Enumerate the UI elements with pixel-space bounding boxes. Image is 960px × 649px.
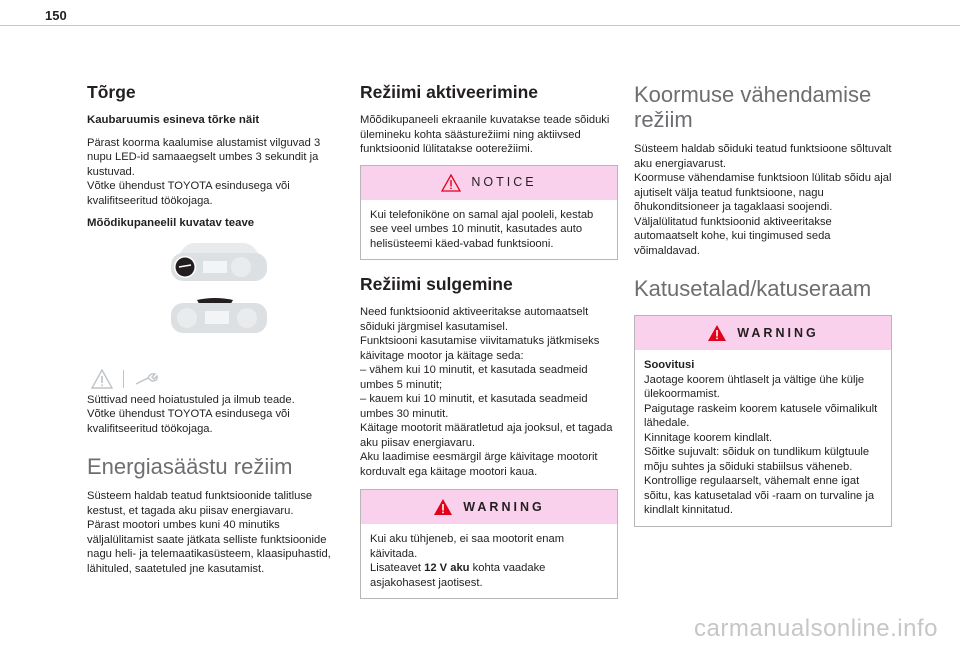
warning-text-roof: Jaotage koorem ühtlaselt ja vältige ühe külje ülekoormamist. Paigutage raskeim koorem katusele võimalikult lähedale. Kinnitage koorem kindlalt. Sõitke sujuvalt: sõiduk on tundlikum külgtuule mõju suhtes ja sõiduki stabiilsus väheneb. Kontrollige regulaarselt, vähemalt enne igat sõitu, kas katusetalad või -raam on turvaline ja kindlalt kinnitatud. — [644, 373, 878, 516]
warning-text — [361, 524, 617, 598]
instrument-panel-illustration — [87, 239, 345, 359]
top-divider — [0, 25, 960, 26]
column-2 — [360, 82, 618, 611]
wrench-icon — [134, 370, 160, 388]
notice-text: Kui telefoniköne on samal ajal pooleli, kestab see veel umbes 10 minutit, kasutades auto helisüsteemi käed-vabad funktsiooni. — [370, 208, 594, 250]
warning-text-part-a: Kui aku tühjeneb, ei saa mootorit enam käivitada. Lisateavet — [370, 533, 565, 574]
heading-katus: Katusetalad/katuseraam — [634, 276, 872, 301]
warning-box-battery — [360, 489, 618, 599]
instrument-display-lower — [171, 298, 267, 333]
warning-subtitle: Soovitusi — [644, 359, 695, 371]
page-number: 150 — [45, 8, 67, 23]
column-1 — [87, 82, 345, 584]
subheading-moodikupaneel: Mõõdikupaneelil kuvatav teave — [87, 217, 255, 229]
warning-body-roof — [635, 350, 891, 526]
paragraph-torge: Pärast koorma kaalumise alustamist vilguvad 3 nupu LED-id samaaegselt umbes 3 sekundit ja kustuvad. Võtke ühendust TOYOTA esindusega või kvalifitseeritud töökojaga. — [87, 136, 321, 207]
warning-triangle-icon — [707, 324, 727, 342]
warning-box-roof — [634, 315, 892, 527]
warning-title: WARNING — [463, 499, 545, 514]
warning-text-part-c: kohta vaadake asjakohasest jaotisest. — [370, 562, 546, 589]
heading-energiasaastu: Energiasäästu režiim — [87, 454, 293, 479]
separator — [123, 370, 124, 388]
notice-title: NOTICE — [471, 175, 537, 190]
warning-triangle-icon — [91, 369, 113, 389]
warning-lamps-row — [91, 367, 345, 391]
heading-torge: Tõrge — [87, 82, 136, 102]
paragraph-moodikupaneel: Süttivad need hoiatustuled ja ilmub teade. Võtke ühendust TOYOTA esindusega või kvalifitseeritud töökojaga. — [87, 393, 295, 435]
column-3 — [634, 82, 892, 539]
notice-header — [361, 166, 617, 200]
heading-sulgemine: Režiimi sulgemine — [360, 274, 513, 294]
paragraph-energiasaastu: Süsteem haldab teatud funktsioonide talitluse kestust, et tagada aku piisav energiavaru. Pärast mootori umbes kuni 40 minutiks väljalülitamist saate jätkata selliste funktsioonide nagu heli- ja telemaatikasüsteem, klaasipuhastid, lähituled, saatetuled jne kasutamist. — [87, 490, 331, 575]
warning-text-bold: 12 V aku — [424, 562, 470, 574]
paragraph-aktiveerimine: Mõõdikupaneeli ekraanile kuvatakse teade sõiduki ülemineku kohta säästurežiimi ning aktiivsed funktsioonid lülitatakse ooterežiimi. — [360, 114, 610, 155]
warning-triangle-icon — [433, 498, 453, 516]
paragraph-sulgemine: Need funktsioonid aktiveeritakse automaatselt sõiduki järgmisel kasutamisel. Funktsiooni kasutamise viivitamatuks jätkmiseks käivitage mootor ja käitage seda: – vähem kui 10 minutit, et kasutada seadmeid umbes 5 minutit; – kauem kui 10 minutit, et kasutada seadmeid umbes 30 minutit. Käitage mootorit määratletud aja jooksul, et tagada aku piisav energiavaru. Aku laadimise eesmärgil ärge käivitage mootorit korduvalt ega käitage mootori kaua. — [360, 306, 613, 478]
warning-header — [361, 490, 617, 524]
paragraph-koormus: Süsteem haldab sõiduki teatud funktsioone sõltuvalt aku energiavarust. Koormuse vähendamise funktsioon lülitab sõidu ajal ajutiselt välja teatud funktsioone, nagu õhukonditsioneer ja tagaklaasi soojendi. Väljalülitatud funktsioonid aktiveeritakse automaatselt kohe, kui tingimused seda võimaldavad. — [634, 143, 892, 257]
instrument-display-upper — [171, 243, 267, 281]
warning-header-roof — [635, 316, 891, 350]
warning-title-roof: WARNING — [737, 325, 819, 340]
heading-aktiveerimine: Režiimi aktiveerimine — [360, 82, 538, 102]
heading-koormus: Koormuse vähendamise režiim — [634, 82, 872, 132]
subheading-kaubaruum: Kaubaruumis esineva tõrke näit — [87, 114, 260, 126]
watermark: carmanualsonline.info — [694, 615, 938, 642]
notice-box — [360, 165, 618, 261]
notice-triangle-icon — [441, 174, 461, 192]
